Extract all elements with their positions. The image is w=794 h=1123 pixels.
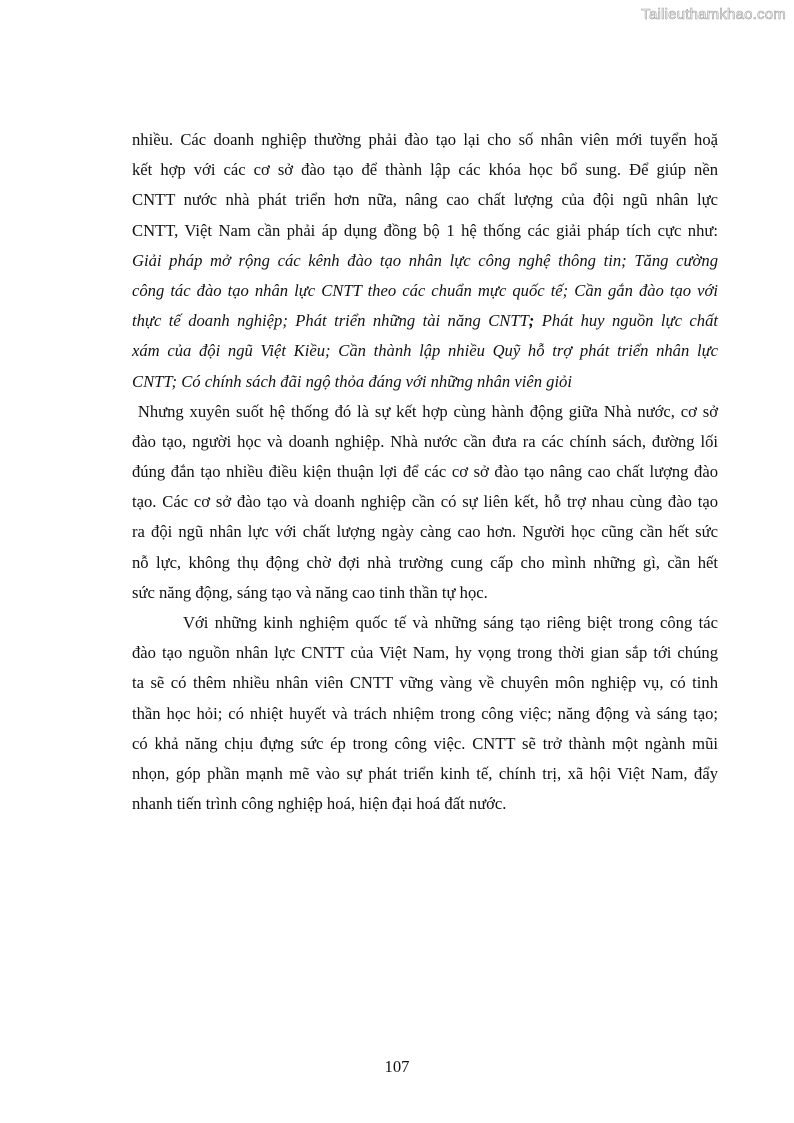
- text-line: đào tạo nguồn nhân lực CNTT của Việt Nam, hy vọng trong thời gian sắp tới chúng: [132, 643, 718, 663]
- page-number: 107: [384, 1057, 410, 1076]
- text-line: kết hợp với các cơ sở đào tạo để thành lập các khóa học bổ sung. Để giúp nền: [132, 160, 718, 180]
- paragraph-3: [132, 608, 718, 819]
- text-line: nhiều. Các doanh nghiệp thường phải đào tạo lại cho số nhân viên mới tuyển hoặ: [132, 130, 718, 149]
- italic-text-line: Giải pháp mở rộng các kênh đào tạo nhân lực công nghệ thông tin; Tăng cường: [132, 250, 718, 270]
- text-line: Nhưng xuyên suốt hệ thống đó là sự kết hợp cùng hành động giữa Nhà nước, cơ sở: [132, 401, 718, 421]
- text-line: ra đội ngũ nhân lực với chất lượng ngày càng cao hơn. Người học cũng cần hết sức: [132, 522, 718, 542]
- text-line: Với những kinh nghiệm quốc tế và những sáng tạo riêng biệt trong công tác: [132, 613, 718, 632]
- paragraph-1: [132, 125, 718, 397]
- text-line: đào tạo, người học và doanh nghiệp. Nhà nước cần đưa ra các chính sách, đường lối: [132, 431, 718, 451]
- text-line: nhọn, góp phần mạnh mẽ vào sự phát triển kinh tế, chính trị, xã hội Việt Nam, đẩy: [132, 763, 718, 783]
- text-line: thần học hỏi; có nhiệt huyết và trách nhiệm trong công việc; năng động và sáng tạo;: [132, 703, 718, 723]
- text-line: CNTT, Việt Nam cần phải áp dụng đồng bộ 1 hệ thống các giải pháp tích cực như:: [132, 220, 718, 240]
- bold-semicolon: ;: [528, 311, 535, 331]
- text-line: CNTT nước nhà phát triển hơn nữa, nâng cao chất lượng của đội ngũ nhân lực: [132, 190, 718, 210]
- paragraph-2: [132, 397, 718, 608]
- italic-text-line: CNTT; Có chính sách đãi ngộ thỏa đáng với những nhân viên giỏi: [132, 371, 572, 391]
- text-line: tạo. Các cơ sở đào tạo và doanh nghiệp cần có sự liên kết, hỗ trợ nhau cùng đào tạo: [132, 492, 718, 512]
- text-line: sức năng động, sáng tạo và năng cao tinh thần tự học.: [132, 582, 488, 602]
- text-line: nhanh tiến trình công nghiệp hoá, hiện đại hoá đất nước.: [132, 794, 507, 814]
- text-line: đúng đắn tạo nhiều điều kiện thuận lợi để các cơ sở đào tạo nâng cao chất lượng đào: [132, 462, 718, 482]
- text-line: có khả năng chịu đựng sức ép trong công việc. CNTT sẽ trở thành một ngành mũi: [132, 733, 718, 753]
- watermark-text: Tailieuthamkhao.com: [641, 6, 786, 23]
- italic-segment: thực tế doanh nghiệp; Phát triển những tài năng CNTT: [132, 311, 529, 331]
- document-body: [132, 125, 718, 819]
- italic-text-line: [132, 306, 718, 336]
- text-line: nỗ lực, không thụ động chờ đợi nhà trường cung cấp cho mình những gì, cần hết: [132, 552, 718, 572]
- italic-text-line: xám của đội ngũ Việt Kiều; Cần thành lập nhiều Quỹ hỗ trợ phát triển nhân lực: [132, 341, 718, 361]
- text-line: ta sẽ có thêm nhiều nhân viên CNTT vững vàng về chuyên môn nghiệp vụ, có tinh: [132, 673, 718, 693]
- italic-segment: Phát huy nguồn lực chất: [534, 311, 718, 331]
- italic-text-line: công tác đào tạo nhân lực CNTT theo các chuẩn mực quốc tế; Cần gắn đào tạo với: [132, 280, 718, 300]
